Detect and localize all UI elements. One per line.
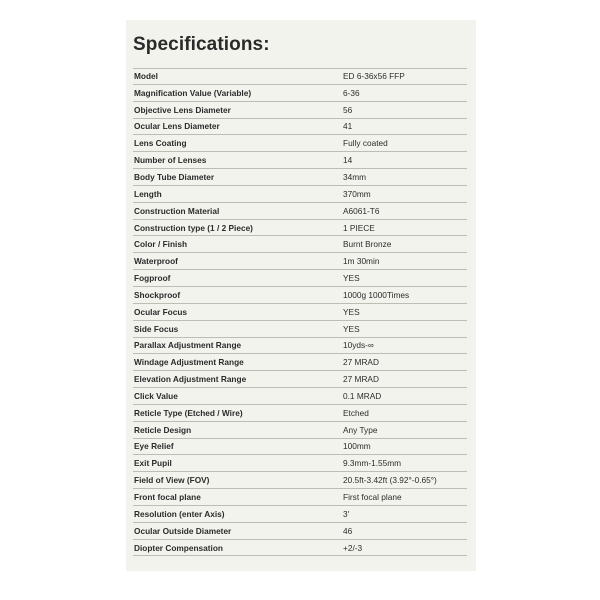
spec-value: YES [343,273,360,284]
spec-value: 6-36 [343,87,360,98]
spec-value: 1000g 1000Times [343,289,410,300]
spec-value: 0.1 MRAD [343,390,382,401]
spec-value: A6061-T6 [343,205,380,216]
spec-label: Exit Pupil [134,458,172,469]
spec-label: Model [134,71,158,82]
spec-value: ED 6-36x56 FFP [343,71,405,82]
spec-row [133,354,467,371]
spec-label: Diopter Compensation [134,542,223,553]
spec-label: Objective Lens Diameter [134,104,231,115]
spec-label: Front focal plane [134,492,201,503]
spec-value: Burnt Bronze [343,239,392,250]
spec-value: 14 [343,155,353,166]
spec-row [133,439,467,456]
spec-label: Resolution (enter Axis) [134,508,225,519]
spec-value: 20.5ft-3.42ft (3.92°-0.65°) [343,475,437,486]
spec-row [133,455,467,472]
spec-row [133,186,467,203]
spec-row [133,270,467,287]
spec-value: First focal plane [343,492,402,503]
spec-value: 10yds-∞ [343,340,374,351]
spec-value: Fully coated [343,138,388,149]
spec-label: Parallax Adjustment Range [134,340,242,351]
spec-row [133,422,467,439]
spec-row [133,489,467,506]
spec-label: Ocular Lens Diameter [134,121,220,132]
spec-row [133,169,467,186]
spec-row [133,405,467,422]
spec-row [133,388,467,405]
spec-row [133,135,467,152]
spec-value: 34mm [343,171,367,182]
spec-value: 9.3mm-1.55mm [343,458,402,469]
spec-label: Length [134,188,162,199]
spec-value: 27 MRAD [343,357,379,368]
spec-label: Ocular Focus [134,306,188,317]
spec-label: Reticle Design [134,424,192,435]
spec-label: Shockproof [134,289,181,300]
spec-label: Construction Material [134,205,220,216]
spec-label: Magnification Value (Variable) [134,87,252,98]
spec-row [133,287,467,304]
spec-label: Body Tube Diameter [134,171,215,182]
spec-table [133,68,467,556]
spec-value: 1 PIECE [343,222,375,233]
spec-row [133,203,467,220]
spec-label: Field of View (FOV) [134,475,210,486]
spec-row [133,85,467,102]
spec-value: Any Type [343,424,378,435]
spec-label: Construction type (1 / 2 Piece) [134,222,253,233]
spec-label: Elevation Adjustment Range [134,374,247,385]
spec-row [133,523,467,540]
spec-label: Reticle Type (Etched / Wire) [134,407,243,418]
spec-row [133,119,467,136]
spec-label: Color / Finish [134,239,188,250]
spec-row [133,253,467,270]
spec-label: Windage Adjustment Range [134,357,244,368]
spec-label: Waterproof [134,256,178,267]
spec-value: 100mm [343,441,371,452]
spec-row [133,220,467,237]
spec-value: +2/-3 [343,542,363,553]
spec-row [133,472,467,489]
spec-label: Fogproof [134,273,171,284]
spec-row [133,304,467,321]
spec-row [133,540,467,557]
spec-label: Eye Relief [134,441,174,452]
spec-value: YES [343,306,360,317]
spec-row [133,506,467,523]
spec-value: 3' [343,508,350,519]
spec-row [133,102,467,119]
spec-label: Lens Coating [134,138,187,149]
spec-label: Side Focus [134,323,179,334]
spec-label: Click Value [134,390,178,401]
spec-row [133,68,467,85]
spec-value: YES [343,323,360,334]
spec-row [133,338,467,355]
spec-label: Ocular Outside Diameter [134,525,232,536]
spec-row [133,236,467,253]
spec-value: 56 [343,104,353,115]
spec-row [133,321,467,338]
spec-value: 27 MRAD [343,374,379,385]
spec-row [133,152,467,169]
spec-value: 370mm [343,188,371,199]
page-title: Specifications: [133,34,270,55]
spec-row [133,371,467,388]
spec-value: 1m 30min [343,256,380,267]
spec-label: Number of Lenses [134,155,207,166]
spec-value: 46 [343,525,353,536]
spec-value: 41 [343,121,353,132]
spec-value: Etched [343,407,369,418]
